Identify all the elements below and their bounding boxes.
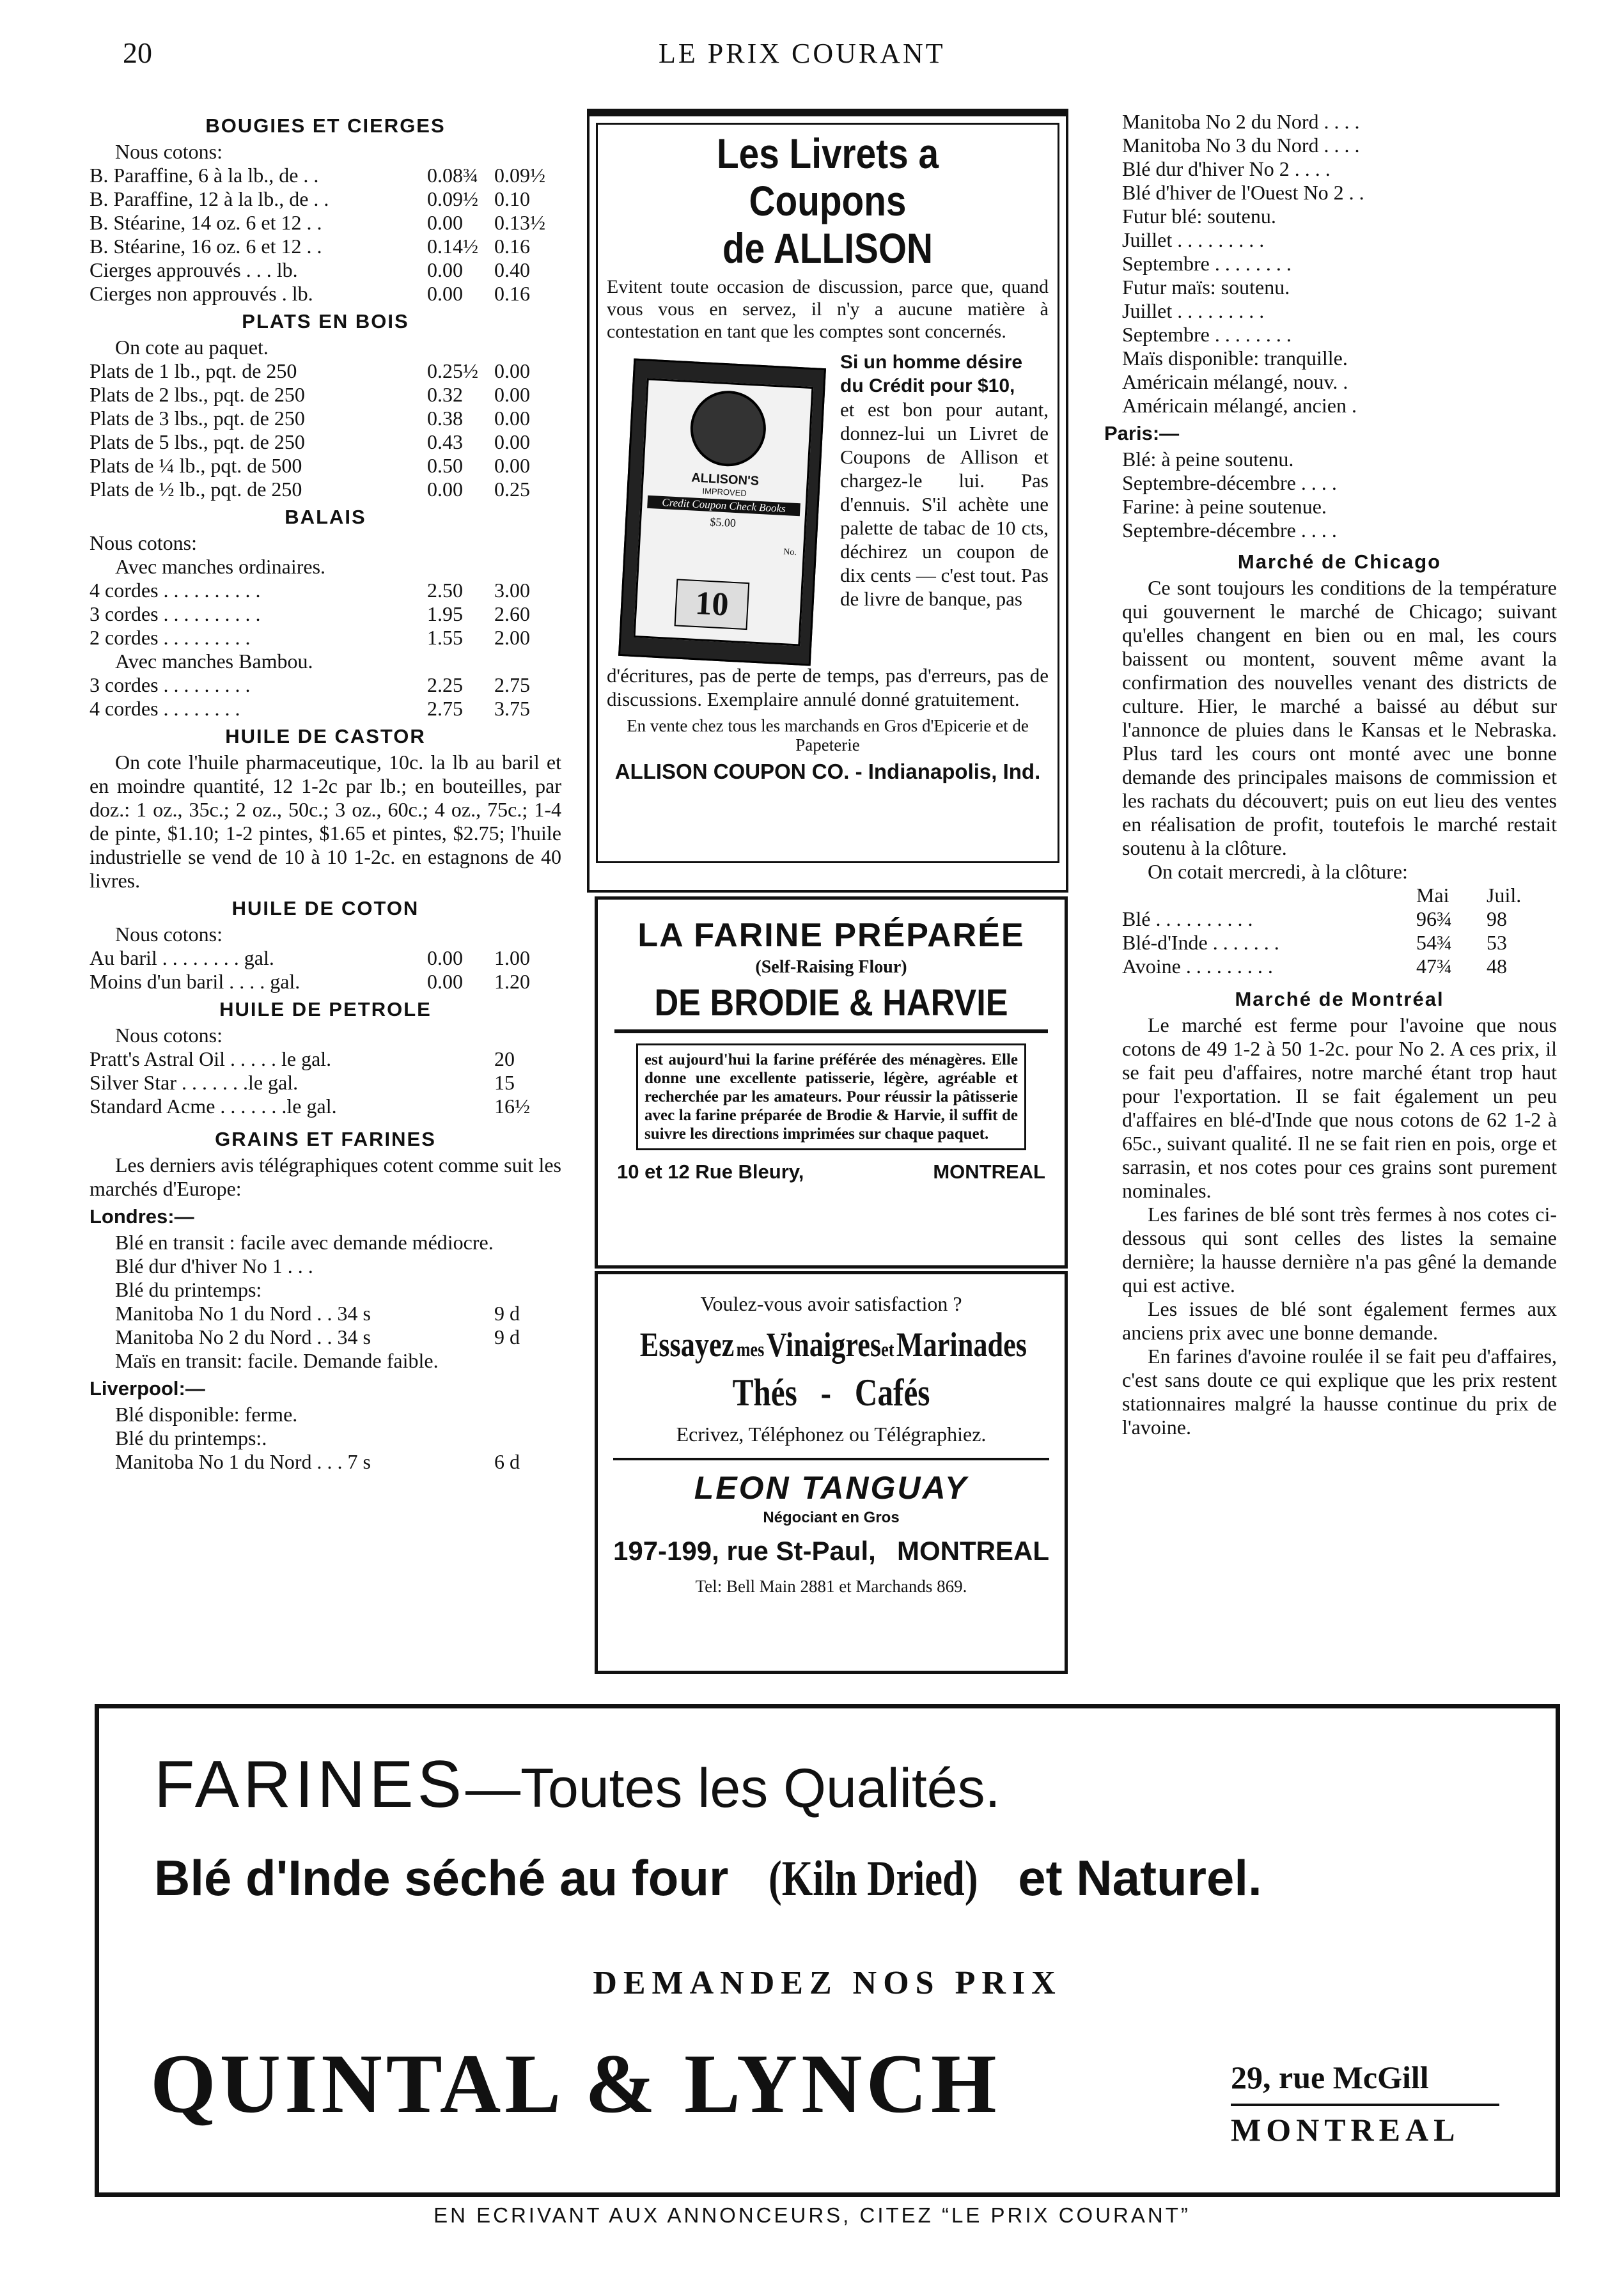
price-value: 0.14½ <box>427 235 478 258</box>
price-row <box>90 187 561 211</box>
price-value: 47¾ <box>1416 955 1452 978</box>
market-line: Maïs en transit: facile. Demande faible. <box>115 1349 439 1372</box>
price-row <box>115 1450 561 1474</box>
tanguay-ad <box>595 1271 1068 1674</box>
item-name: Septembre . . . . . . . . <box>1122 252 1292 275</box>
price-value <box>1487 299 1557 323</box>
item-name: Plats de 5 lbs., pqt. de 250 <box>90 430 305 453</box>
item-name: Au baril . . . . . . . . gal. <box>90 946 274 969</box>
price-row <box>1122 252 1557 276</box>
item-name: B. Stéarine, 16 oz. 6 et 12 . . <box>90 235 322 258</box>
ad-role: Négociant en Gros <box>763 1509 900 1526</box>
price-value: 0.25 <box>494 478 530 501</box>
price-list <box>90 1047 561 1118</box>
price-row <box>90 235 561 258</box>
price-row <box>90 1047 561 1071</box>
item-name: Cierges non approuvés . lb. <box>90 282 313 305</box>
coupon-book-image <box>607 350 834 664</box>
price-row <box>90 359 561 383</box>
ad-line: (Kiln Dried) <box>769 1850 978 1906</box>
section-title: BALAIS <box>285 506 366 528</box>
price-value: 0.00 <box>494 454 530 477</box>
price-row <box>115 1302 561 1325</box>
item-name: Plats de 1 lb., pqt. de 250 <box>90 359 297 382</box>
ad-word: Marinades <box>896 1325 1027 1364</box>
price-value: 48 <box>1487 955 1507 978</box>
price-value: 0.50 <box>427 454 463 477</box>
price-row <box>90 282 561 306</box>
price-value: 2.75 <box>494 673 530 696</box>
price-value: 6 d <box>494 1450 520 1473</box>
ad-word: - <box>820 1371 832 1414</box>
allison-ad <box>587 109 1068 893</box>
ad-question: Voulez-vous avoir satisfaction ? <box>700 1292 962 1315</box>
ad-title: LA FARINE PRÉPARÉE <box>637 917 1025 954</box>
book-brand: ALLISON'S <box>691 471 760 488</box>
market-line: Blé du printemps:. <box>115 1426 267 1449</box>
market-line: Futur maïs: soutenu. <box>1122 276 1290 299</box>
price-row <box>90 164 561 187</box>
ad-address: 10 et 12 Rue Bleury, <box>617 1160 804 1183</box>
item-name: Plats de ½ lb., pqt. de 250 <box>90 478 302 501</box>
ad-word: Essayez <box>639 1325 735 1364</box>
market-line: Maïs disponible: tranquille. <box>1122 347 1348 370</box>
price-value <box>1416 181 1487 205</box>
ad-word: Thés <box>732 1371 797 1414</box>
price-value: 0.43 <box>427 430 463 453</box>
price-row <box>1122 519 1557 542</box>
price-value: 2.60 <box>494 602 530 625</box>
price-row <box>1122 495 1557 519</box>
market-line: Blé disponible: ferme. <box>115 1403 298 1426</box>
price-value: 0.00 <box>427 478 463 501</box>
price-row <box>1122 448 1557 471</box>
item-name: Plats de ¼ lb., pqt. de 500 <box>90 454 302 477</box>
price-row <box>90 383 561 407</box>
ad-city: MONTREAL <box>897 1536 1049 1566</box>
price-row <box>90 579 561 602</box>
item-name: 4 cordes . . . . . . . . <box>90 697 240 720</box>
price-value <box>1487 228 1557 252</box>
price-value: 2.00 <box>494 626 530 649</box>
price-value: 0.00 <box>494 407 530 430</box>
left-column <box>90 110 561 1474</box>
ad-contact: Ecrivez, Téléphonez ou Télégraphiez. <box>676 1423 987 1446</box>
paragraph: Les issues de blé sont également fermes aux anciens prix avec une bonne demande. <box>1122 1297 1557 1344</box>
price-row <box>90 258 561 282</box>
item-name: Juillet . . . . . . . . . <box>1122 299 1265 322</box>
item-name: 4 cordes . . . . . . . . . . <box>90 579 261 602</box>
ad-company: QUINTAL & LYNCH <box>150 2036 1001 2130</box>
ad-company: ALLISON COUPON CO. - Indianapolis, Ind. <box>614 760 1041 783</box>
paragraph: Le marché est ferme pour l'avoine que nous cotons de 49 1-2 à 50 1-2c. pour No 2. A ces prix, il se fait peu d'affaires, notre marché étant trop haut pour l'exportation. Il se fait également un peu d'affaires en blé-d'Inde que nous cotons de 62 1-2 à 65c., suivant qualité. Il ne se fait rien en pois, orge et sarrasin, et nos cotes pour ces grains sont purement nominales. <box>1122 1013 1557 1202</box>
price-value: 0.00 <box>427 211 463 234</box>
ad-word: mes <box>736 1338 765 1361</box>
price-row <box>1122 134 1557 157</box>
item-name: Septembre-décembre . . . . <box>1122 471 1337 494</box>
price-value <box>1487 471 1557 495</box>
price-row <box>90 602 561 626</box>
price-value: 1.95 <box>427 602 463 625</box>
ad-demandez: DEMANDEZ NOS PRIX <box>593 1965 1062 2001</box>
quintal-lynch-ad <box>95 1704 1560 2197</box>
price-value: 9 d <box>494 1302 520 1325</box>
ad-phone: Tel: Bell Main 2881 et Marchands 869. <box>695 1577 967 1596</box>
price-value: 2.50 <box>427 579 463 602</box>
item-name: B. Stéarine, 14 oz. 6 et 12 . . <box>90 211 322 234</box>
price-list <box>1122 299 1557 347</box>
portrait-icon <box>688 389 767 468</box>
subheading: Avec manches Bambou. <box>115 650 313 673</box>
price-row <box>1122 471 1557 495</box>
ad-line: Blé d'Inde séché au four <box>154 1850 729 1906</box>
price-row <box>1122 228 1557 252</box>
price-row <box>115 1325 561 1349</box>
price-row <box>1122 157 1557 181</box>
price-value: 16½ <box>494 1095 530 1118</box>
price-row <box>90 946 561 970</box>
price-row <box>1122 110 1557 134</box>
price-value <box>1487 157 1557 181</box>
section-title: HUILE DE CASTOR <box>225 725 426 747</box>
price-value: 0.00 <box>427 970 463 993</box>
ad-line: et Naturel. <box>1018 1850 1262 1906</box>
ad-word: Vinaigres <box>766 1325 882 1364</box>
item-name: Silver Star . . . . . . .le gal. <box>90 1071 299 1094</box>
price-value: 0.13½ <box>494 211 545 234</box>
section-title: HUILE DE COTON <box>231 897 419 919</box>
item-name: Manitoba No 1 du Nord . . . 7 s <box>115 1450 371 1473</box>
price-row <box>1122 370 1557 394</box>
market-label: Paris:— <box>1104 422 1180 444</box>
price-row <box>90 1095 561 1118</box>
section-title: PLATS EN BOIS <box>242 310 409 332</box>
column-header: Mai <box>1416 884 1449 907</box>
ad-brand: DE BRODIE & HARVIE <box>654 982 1008 1024</box>
market-label: Liverpool:— <box>90 1377 205 1400</box>
price-value: 96¾ <box>1416 907 1452 930</box>
price-value: 0.38 <box>427 407 463 430</box>
price-row <box>90 697 561 721</box>
item-name: Blé . . . . . . . . . . <box>1122 907 1253 930</box>
item-name: B. Paraffine, 6 à la lb., de . . <box>90 164 319 187</box>
price-value: 0.16 <box>494 235 530 258</box>
item-name: Plats de 3 lbs., pqt. de 250 <box>90 407 305 430</box>
price-value <box>1487 134 1557 157</box>
item-name: Moins d'un baril . . . . gal. <box>90 970 301 993</box>
ad-sub: (Self-Raising Flour) <box>755 957 907 977</box>
price-value <box>1416 157 1487 181</box>
right-column <box>1104 110 1557 1439</box>
price-value: 3.75 <box>494 697 530 720</box>
price-value <box>1487 252 1557 276</box>
intro: Nous cotons: <box>115 923 223 946</box>
item-name: Plats de 2 lbs., pqt. de 250 <box>90 383 305 406</box>
running-head: LE PRIX COURANT <box>659 38 946 69</box>
price-value: 0.09½ <box>494 164 545 187</box>
ad-city: MONTREAL <box>1231 2112 1460 2148</box>
price-value <box>1487 519 1557 542</box>
price-row <box>90 673 561 697</box>
price-value <box>1487 394 1557 418</box>
price-value: 0.00 <box>494 430 530 453</box>
price-value: 0.00 <box>427 282 463 305</box>
paragraph: On cote l'huile pharmaceutique, 10c. la lb au baril et en moindre quantité, 12 1-2c par lb.; en bouteilles, par doz.: 1 oz., 35c.; 2 oz., 50c.; 3 oz., 60c.; 4 oz., 75c.; 1-4 de pinte, $1.10; 1-2 pintes, $1.65 et pintes, $2.75; l'huile industrielle se vend de 10 à 10 1-2c. en estagnons de 40 livres. <box>90 751 561 892</box>
book-title: Credit Coupon Check Books <box>647 496 800 516</box>
item-name: Cierges approuvés . . . lb. <box>90 258 298 281</box>
price-value: 0.40 <box>494 258 530 281</box>
coupon-ten: 10 <box>675 579 750 630</box>
price-value <box>1416 134 1487 157</box>
price-value: 98 <box>1487 907 1507 930</box>
ad-name: LEON TANGUAY <box>694 1470 969 1506</box>
price-list <box>1122 370 1557 418</box>
page-number: 20 <box>123 36 152 69</box>
price-list <box>90 673 561 721</box>
ad-body: et est bon pour autant, donnez-lui un Livret de Coupons de Allison et chargez-le lui. Pas d'ennuis. S'il achète une palette de tabac de 10 cts, déchirez un coupon de dix cents — c'est tout. Pas de livre de banque, pas <box>840 398 1049 610</box>
price-row <box>90 626 561 650</box>
item-name: Américain mélangé, nouv. . <box>1122 370 1348 393</box>
price-value: 0.00 <box>427 946 463 969</box>
price-value: 0.32 <box>427 383 463 406</box>
price-row <box>1122 907 1557 931</box>
price-value: 1.20 <box>494 970 530 993</box>
intro: Nous cotons: <box>115 140 223 163</box>
ad-intro: Evitent toute occasion de discussion, parce que, quand vous vous en servez, il n'y a aucune matière à contestation en tant que les comptes sont concernés. <box>607 276 1049 342</box>
item-name: B. Paraffine, 12 à la lb., de . . <box>90 187 329 210</box>
price-value <box>1487 495 1557 519</box>
price-row <box>1122 931 1557 955</box>
intro: Nous cotons: <box>90 531 197 554</box>
ad-title: Les Livrets a Coupons <box>716 130 939 224</box>
ad-word: Cafés <box>854 1371 930 1414</box>
footer-note: EN ECRIVANT AUX ANNONCEURS, CITEZ “LE PRIX COURANT” <box>433 2203 1191 2227</box>
price-list <box>1122 228 1557 276</box>
ad-body: d'écritures, pas de perte de temps, pas d'erreurs, pas de discussions. Exemplaire annulé donné gratuitement. <box>607 664 1049 710</box>
price-value: 0.09½ <box>427 187 478 210</box>
price-value: 0.10 <box>494 187 530 210</box>
price-list <box>90 359 561 501</box>
price-value: 0.08¾ <box>427 164 478 187</box>
price-row <box>1122 299 1557 323</box>
price-row <box>90 478 561 501</box>
price-value: 54¾ <box>1416 931 1452 954</box>
price-value: 0.00 <box>494 383 530 406</box>
price-value: 2.75 <box>427 697 463 720</box>
market-line: Blé dur d'hiver No 1 . . . <box>115 1254 313 1277</box>
price-row <box>90 1071 561 1095</box>
subheading: Avec manches ordinaires. <box>115 555 326 578</box>
paragraph: On cotait mercredi, à la clôture: <box>1148 860 1408 883</box>
price-list <box>1122 110 1557 205</box>
price-row <box>1122 181 1557 205</box>
item-name: Septembre . . . . . . . . <box>1122 323 1292 346</box>
section-title: HUILE DE PETROLE <box>219 998 432 1020</box>
price-value: 20 <box>494 1047 515 1070</box>
ad-lead: du Crédit pour $10, <box>840 375 1015 396</box>
price-row <box>90 211 561 235</box>
book-no: No. <box>783 547 797 558</box>
section-title: GRAINS ET FARINES <box>215 1128 436 1150</box>
section-title: Marché de Montréal <box>1235 988 1444 1010</box>
item-name: Blé: à peine soutenu. <box>1122 448 1294 471</box>
price-list <box>90 579 561 650</box>
book-improved: IMPROVED <box>702 486 747 498</box>
price-value: 1.00 <box>494 946 530 969</box>
book-amount: $5.00 <box>709 515 737 530</box>
ad-vente: En vente chez tous les marchands en Gros d'Epicerie et de Papeterie <box>627 716 1029 754</box>
ad-title: de ALLISON <box>722 224 933 272</box>
price-list <box>90 946 561 994</box>
item-name: Farine: à peine soutenue. <box>1122 495 1327 518</box>
item-name: Juillet . . . . . . . . . <box>1122 228 1265 251</box>
section-title: Marché de Chicago <box>1237 551 1442 573</box>
price-value: 53 <box>1487 931 1507 954</box>
price-value <box>1487 110 1557 134</box>
column-header: Juil. <box>1487 884 1522 907</box>
price-list <box>1122 907 1557 978</box>
item-name: Blé d'hiver de l'Ouest No 2 . . <box>1122 181 1364 204</box>
item-name: 2 cordes . . . . . . . . . <box>90 626 251 649</box>
price-value <box>1487 181 1557 205</box>
price-row <box>90 970 561 994</box>
ad-city: MONTREAL <box>933 1160 1045 1183</box>
market-line: Blé du printemps: <box>115 1278 262 1301</box>
price-value <box>1487 323 1557 347</box>
market-line: Futur blé: soutenu. <box>1122 205 1276 228</box>
section-title: BOUGIES ET CIERGES <box>205 114 446 137</box>
item-name: Blé dur d'hiver No 2 . . . . <box>1122 157 1331 180</box>
price-list <box>90 1450 561 1474</box>
item-name: 3 cordes . . . . . . . . . <box>90 673 251 696</box>
price-value: 2.25 <box>427 673 463 696</box>
price-row <box>1122 955 1557 978</box>
price-value: 3.00 <box>494 579 530 602</box>
item-name: Pratt's Astral Oil . . . . . le gal. <box>90 1047 332 1070</box>
price-list <box>90 164 561 306</box>
price-list <box>90 1302 561 1349</box>
ad-body: est aujourd'hui la farine préférée des ménagères. Elle donne une excellente patisserie, légère, agréable et recherchée par les amateurs. Pour réussir la pâtisserie avec la farine préparée de Brodie & Harvie, il suffit de suivre les directions imprimées sur chaque paquet. <box>636 1043 1026 1150</box>
price-row <box>90 430 561 454</box>
price-value: 0.00 <box>427 258 463 281</box>
ad-address: 29, rue McGill <box>1231 2059 1429 2095</box>
item-name: Manitoba No 2 du Nord . . . . <box>1122 110 1360 133</box>
price-row <box>90 454 561 478</box>
item-name: 3 cordes . . . . . . . . . . <box>90 602 261 625</box>
market-label: Londres:— <box>90 1205 194 1228</box>
market-line: Blé en transit : facile avec demande médiocre. <box>115 1231 494 1254</box>
price-value: 0.25½ <box>427 359 478 382</box>
price-value: 9 d <box>494 1325 520 1348</box>
price-value: 1.55 <box>427 626 463 649</box>
price-row <box>1122 394 1557 418</box>
paragraph: Ce sont toujours les conditions de la température qui gouvernent le marché de Chicago; suivant qu'elles changent en bien ou en mal, les cours baissent ou montent, souvent même avant la confirmation des nouvelles venant des districts de culture. Hier, le marché a baissé au début sur l'annonce de pluies dans le Kansas et le Nebraska. Plus tard les cours ont monté avec une bonne demande des principales maisons de commission et les rachats du découvert; puis on eut lieu des ventes en réalisation de profit, toutefois le marché restait soutenu à la clôture. <box>1122 576 1557 859</box>
intro: On cote au paquet. <box>115 336 269 359</box>
intro: Nous cotons: <box>115 1024 223 1047</box>
item-name: Blé-d'Inde . . . . . . . <box>1122 931 1279 954</box>
item-name: Manitoba No 1 du Nord . . 34 s <box>115 1302 371 1325</box>
price-list <box>1122 448 1557 542</box>
ad-headline: —Toutes les Qualités. <box>465 1758 1001 1819</box>
ad-farines: FARINES <box>154 1747 465 1822</box>
paragraph: En farines d'avoine roulée il se fait peu d'affaires, c'est sans doute ce qui explique que les prix restent stationnaires malgré la hausse continue du prix de l'avoine. <box>1122 1345 1557 1439</box>
ad-address: 197-199, rue St-Paul, <box>613 1536 876 1566</box>
item-name: Avoine . . . . . . . . . <box>1122 955 1273 978</box>
ad-word: et <box>881 1338 894 1361</box>
item-name: Américain mélangé, ancien . <box>1122 394 1357 417</box>
paragraph: Les derniers avis télégraphiques cotent comme suit les marchés d'Europe: <box>90 1153 561 1200</box>
price-row <box>1122 323 1557 347</box>
price-value <box>1487 370 1557 394</box>
price-row <box>90 407 561 430</box>
brodie-ad <box>595 896 1068 1269</box>
paragraph: Les farines de blé sont très fermes à nos cotes ci-dessous qui sont celles des listes la semaine dernière; la hausse dernière n'a pas gêné la demande qui est active. <box>1122 1203 1557 1297</box>
price-value <box>1416 110 1487 134</box>
ad-lead: Si un homme désire <box>840 352 1023 373</box>
price-value <box>1487 448 1557 471</box>
price-value: 0.16 <box>494 282 530 305</box>
item-name: Standard Acme . . . . . . .le gal. <box>90 1095 337 1118</box>
item-name: Manitoba No 3 du Nord . . . . <box>1122 134 1360 157</box>
item-name: Manitoba No 2 du Nord . . 34 s <box>115 1325 371 1348</box>
price-value: 15 <box>494 1071 515 1094</box>
price-value: 0.00 <box>494 359 530 382</box>
item-name: Septembre-décembre . . . . <box>1122 519 1337 542</box>
